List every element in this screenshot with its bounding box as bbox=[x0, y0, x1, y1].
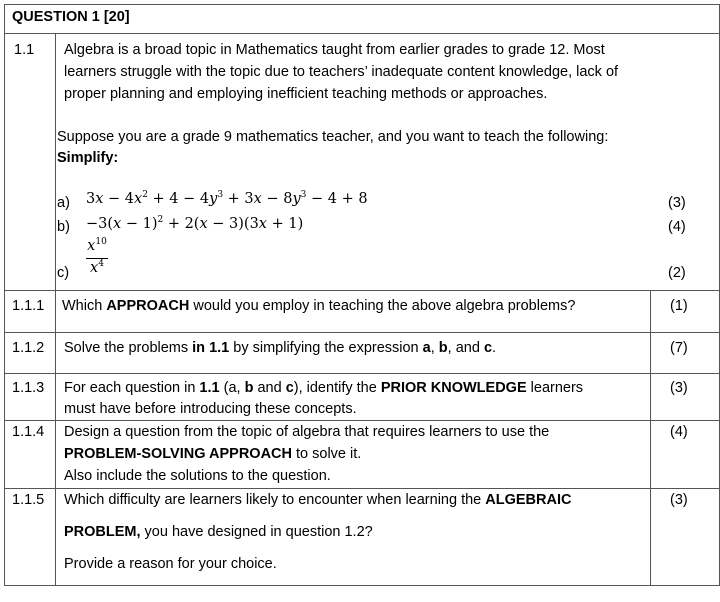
marks: (1) bbox=[670, 298, 688, 314]
fraction-numerator: $x^{10}$ bbox=[87, 237, 107, 254]
question-text: Solve the problems in 1.1 by simplifying the expression a, b, and c. bbox=[64, 340, 497, 356]
fraction-bar bbox=[86, 258, 108, 259]
question-number: 1.1.3 bbox=[12, 380, 45, 396]
marks: (7) bbox=[670, 340, 688, 356]
question-text: Which APPROACH would you employ in teaching the above algebra problems? bbox=[62, 298, 576, 314]
intro-text: Algebra is a broad topic in Mathematics taught from earlier grades to grade 12. Most bbox=[64, 42, 605, 58]
question-number: 1.1.1 bbox=[12, 298, 45, 314]
intro-text: proper planning and employing inefficient teaching methods or approaches. bbox=[64, 86, 548, 102]
item-label-a: a) bbox=[57, 195, 70, 211]
question-number: 1.1.2 bbox=[12, 340, 45, 356]
expression-a: $3x - 4x^2 + 4 - 4y^3 + 3x - 8y^3 - 4 + 8$ bbox=[86, 190, 368, 207]
fraction-denominator: $x^4$ bbox=[90, 259, 104, 276]
intro-text: learners struggle with the topic due to teachers’ inadequate content knowledge, lack of bbox=[64, 64, 619, 80]
marks-a: (3) bbox=[668, 195, 686, 211]
question-text: For each question in 1.1 (a, b and c), identify the PRIOR KNOWLEDGE learners bbox=[64, 380, 584, 396]
item-label-b: b) bbox=[57, 219, 70, 235]
divider bbox=[4, 332, 720, 333]
question-text: Also include the solutions to the question. bbox=[64, 468, 331, 484]
expression-b: $-3(x - 1)^2 + 2(x - 3)(3x + 1)$ bbox=[86, 215, 304, 232]
divider bbox=[4, 420, 720, 421]
question-text: PROBLEM, you have designed in question 1.2? bbox=[64, 524, 373, 540]
question-number: 1.1.4 bbox=[12, 424, 45, 440]
question-text: must have before introducing these concepts. bbox=[64, 401, 357, 417]
question-text: Provide a reason for your choice. bbox=[64, 556, 277, 572]
simplify-heading: Simplify: bbox=[57, 150, 119, 166]
question-text: Design a question from the topic of algebra that requires learners to use the bbox=[64, 424, 550, 440]
divider bbox=[4, 33, 720, 34]
question-number: 1.1 bbox=[14, 42, 35, 58]
question-text: PROBLEM-SOLVING APPROACH to solve it. bbox=[64, 446, 362, 462]
item-label-c: c) bbox=[57, 265, 70, 281]
question-text: Which difficulty are learners likely to encounter when learning the ALGEBRAIC bbox=[64, 492, 572, 508]
marks-b: (4) bbox=[668, 219, 686, 235]
marks: (4) bbox=[670, 424, 688, 440]
question-number: 1.1.5 bbox=[12, 492, 45, 508]
page-title: QUESTION 1 [20] bbox=[12, 9, 130, 25]
marks: (3) bbox=[670, 380, 688, 396]
marks: (3) bbox=[670, 492, 688, 508]
divider bbox=[4, 488, 720, 489]
divider bbox=[4, 290, 720, 291]
divider bbox=[55, 33, 56, 586]
divider bbox=[650, 290, 651, 586]
marks-c: (2) bbox=[668, 265, 686, 281]
divider bbox=[4, 373, 720, 374]
suppose-text: Suppose you are a grade 9 mathematics teacher, and you want to teach the following: bbox=[57, 129, 609, 145]
